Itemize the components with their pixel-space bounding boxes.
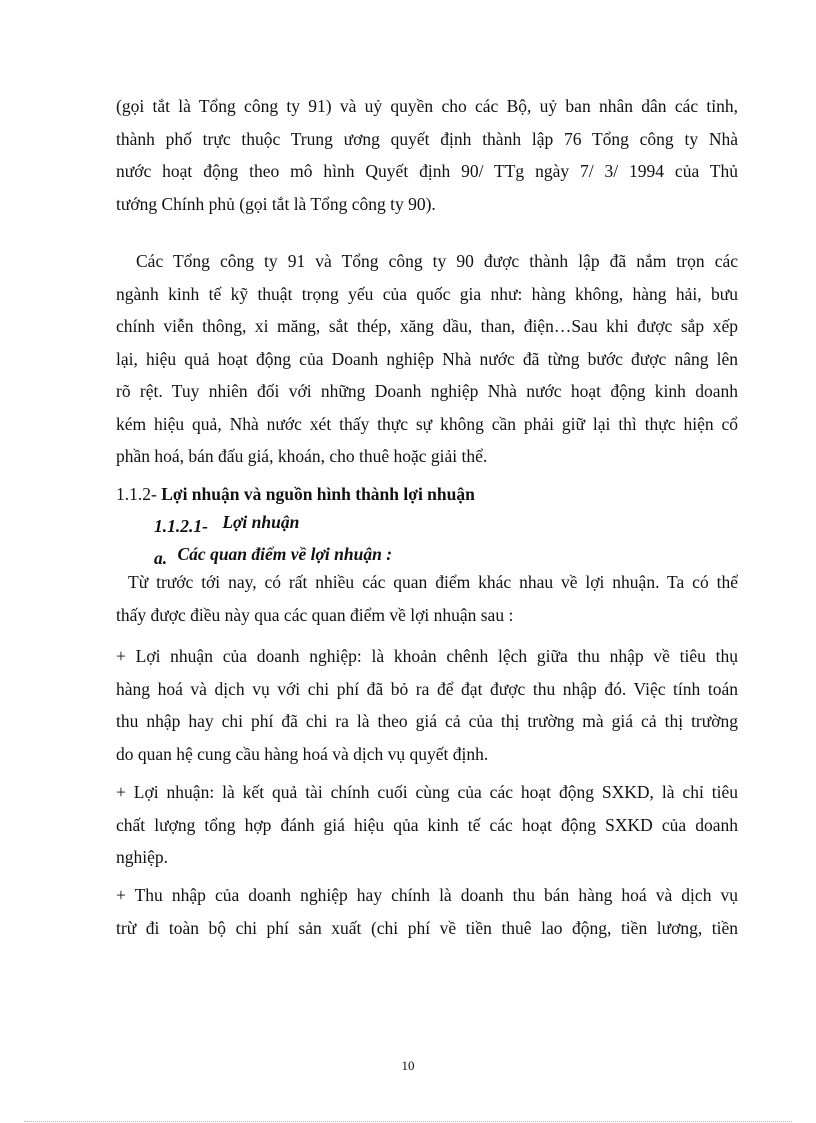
paragraph-2-line: rõ rệt. Tuy nhiên đối với những Doanh nghiệp Nhà nước hoạt động kinh doanh	[116, 381, 738, 401]
paragraph-2-line: kém hiệu quả, Nhà nước xét thấy thực sự không cần phải giữ lại thì thực hiện cổ	[116, 413, 738, 434]
paragraph-4-line: hàng hoá và dịch vụ với chi phí đã bỏ ra để đạt được thu nhập đó. Việc tính toán	[116, 678, 738, 699]
section-heading-1-1-2	[116, 483, 475, 505]
paragraph-2	[116, 245, 738, 473]
paragraph-4	[116, 640, 738, 770]
paragraph-6-line: trừ đi toàn bộ chi phí sản xuất (chi phí về tiền thuê lao động, tiền lương, tiền	[116, 917, 738, 938]
paragraph-2-line: chính viễn thông, xi măng, sắt thép, xăng dầu, than, điện…Sau khi được sắp xếp	[116, 316, 738, 336]
paragraph-1-line: (gọi tắt là Tổng công ty 91) và uỷ quyền cho các Bộ, uỷ ban nhân dân các tỉnh,	[116, 96, 738, 116]
subsection-heading-1-1-2-1	[154, 512, 300, 537]
paragraph-4-line: thu nhập hay chi phí đã chi ra là theo giá cả của thị trường mà giá cả thị trường	[116, 711, 738, 731]
paragraph-3	[116, 566, 738, 631]
subsection-number: 1.1.2.1-	[154, 516, 208, 536]
paragraph-2-line: Các Tổng công ty 91 và Tổng công ty 90 được thành lập đã nắm trọn các	[136, 251, 738, 271]
paragraph-1	[116, 90, 738, 220]
page-number: 10	[401, 1058, 415, 1073]
item-letter: a.	[154, 548, 168, 568]
paragraph-1-line: tướng Chính phủ (gọi tắt là Tổng công ty 90).	[116, 193, 436, 214]
paragraph-2-line: lại, hiệu quả hoạt động của Doanh nghiệp Nhà nước đã từng bước được nâng lên	[116, 348, 738, 369]
paragraph-4-line: + Lợi nhuận của doanh nghiệp: là khoản chênh lệch giữa thu nhập về tiêu thụ	[116, 646, 738, 666]
paragraph-3-line: Từ trước tới nay, có rất nhiều các quan điểm khác nhau về lợi nhuận. Ta có thể	[128, 572, 738, 592]
section-title: Lợi nhuận và nguồn hình thành lợi nhuận	[161, 484, 475, 504]
section-number: 1.1.2-	[116, 484, 157, 504]
paragraph-5-line: chất lượng tổng hợp đánh giá hiệu qủa kinh tế các hoạt động SXKD của doanh	[116, 814, 738, 835]
paragraph-5-line: + Lợi nhuận: là kết quả tài chính cuối cùng của các hoạt động SXKD, là chỉ tiêu	[116, 782, 738, 802]
paragraph-1-line: nước hoạt động theo mô hình Quyết định 90/ TTg ngày 7/ 3/ 1994 của Thủ	[116, 161, 738, 181]
paragraph-4-line: do quan hệ cung cầu hàng hoá và dịch vụ quyết định.	[116, 743, 489, 764]
item-heading-a	[154, 543, 393, 568]
subsection-title: Lợi nhuận	[222, 512, 300, 532]
paragraph-2-line: ngành kinh tế kỹ thuật trọng yếu của quốc gia như: hàng không, hàng hải, bưu	[116, 283, 738, 304]
paragraph-6	[116, 879, 738, 944]
paragraph-6-line: + Thu nhập của doanh nghiệp hay chính là doanh thu bán hàng hoá và dịch vụ	[116, 885, 738, 905]
paragraph-3-line: thấy được điều này qua các quan điểm về lợi nhuận sau :	[116, 604, 514, 625]
paragraph-5-line: nghiệp.	[116, 847, 169, 867]
paragraph-5	[116, 776, 738, 874]
page-bottom-divider	[24, 1121, 792, 1122]
paragraph-1-line: thành phố trực thuộc Trung ương quyết định thành lập 76 Tổng công ty Nhà	[116, 128, 738, 149]
paragraph-2-line: phần hoá, bán đấu giá, khoán, cho thuê hoặc giải thể.	[116, 446, 488, 466]
item-title: Các quan điểm về lợi nhuận :	[177, 544, 393, 564]
